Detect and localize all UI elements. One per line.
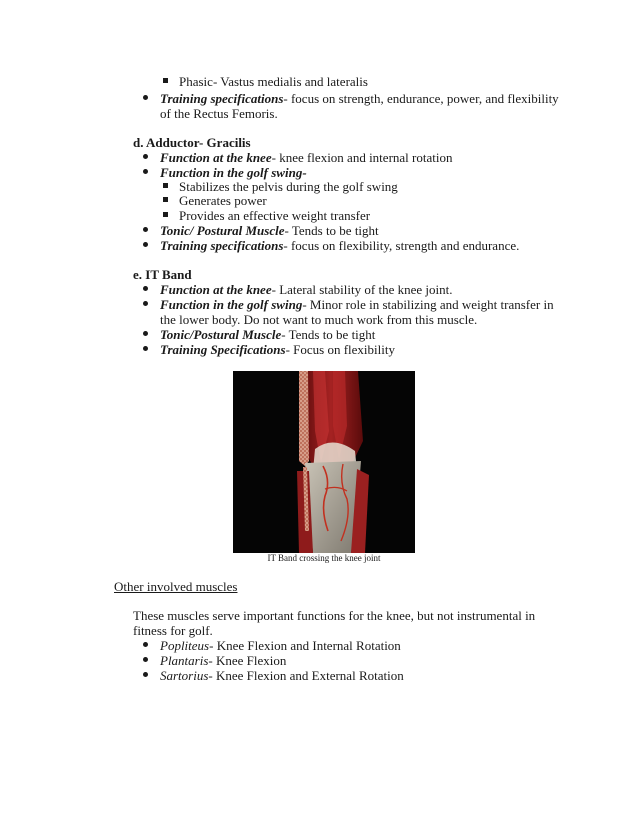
text-line: Function in the golf swing- xyxy=(160,165,307,180)
text-line: Training specifications- focus on strength, endurance, power, and flexibility xyxy=(160,91,559,106)
bullet-icon xyxy=(143,154,148,159)
square-bullet-icon xyxy=(163,197,168,202)
other-muscles-heading: Other involved muscles xyxy=(114,579,238,594)
bullet-icon xyxy=(143,672,148,677)
paragraph-line: These muscles serve important functions for the knee, but not instrumental in xyxy=(133,608,536,623)
list-item: Sartorius- Knee Flexion and External Rotation xyxy=(160,668,404,683)
section-heading-e: e. IT Band xyxy=(133,267,192,282)
bullet-icon xyxy=(143,642,148,647)
section-heading-d: d. Adductor- Gracilis xyxy=(133,135,251,150)
bullet-icon xyxy=(143,95,148,100)
figure-caption: IT Band crossing the knee joint xyxy=(267,553,381,563)
text-line: of the Rectus Femoris. xyxy=(160,106,278,121)
square-bullet-icon xyxy=(163,183,168,188)
bullet-icon xyxy=(143,657,148,662)
bullet-icon xyxy=(143,346,148,351)
paragraph-line: fitness for golf. xyxy=(133,623,213,638)
text-line: Tonic/Postural Muscle- Tends to be tight xyxy=(160,327,376,342)
text-line: Generates power xyxy=(179,193,267,208)
bullet-icon xyxy=(143,169,148,174)
text-line: Phasic- Vastus medialis and lateralis xyxy=(179,74,368,89)
list-item: Plantaris- Knee Flexion xyxy=(160,653,287,668)
text-line: Function in the golf swing- Minor role in stabilizing and weight transfer in xyxy=(160,297,554,312)
it-band-knee-illustration xyxy=(233,371,415,553)
text-line: Training Specifications- Focus on flexibility xyxy=(160,342,395,357)
text-line: Training specifications- focus on flexibility, strength and endurance. xyxy=(160,238,520,253)
bullet-icon xyxy=(143,331,148,336)
bullet-icon xyxy=(143,286,148,291)
text-line: Function at the knee- Lateral stability of the knee joint. xyxy=(160,282,453,297)
text-line: Tonic/ Postural Muscle- Tends to be tight xyxy=(160,223,379,238)
text-line: the lower body. Do not want to much work from this muscle. xyxy=(160,312,478,327)
bullet-icon xyxy=(143,242,148,247)
text-line: Provides an effective weight transfer xyxy=(179,208,371,223)
square-bullet-icon xyxy=(163,78,168,83)
list-item: Popliteus- Knee Flexion and Internal Rotation xyxy=(160,638,401,653)
bullet-icon xyxy=(143,227,148,232)
bullet-icon xyxy=(143,301,148,306)
text-line: Function at the knee- knee flexion and internal rotation xyxy=(160,150,453,165)
square-bullet-icon xyxy=(163,212,168,217)
text-line: Stabilizes the pelvis during the golf swing xyxy=(179,179,398,194)
